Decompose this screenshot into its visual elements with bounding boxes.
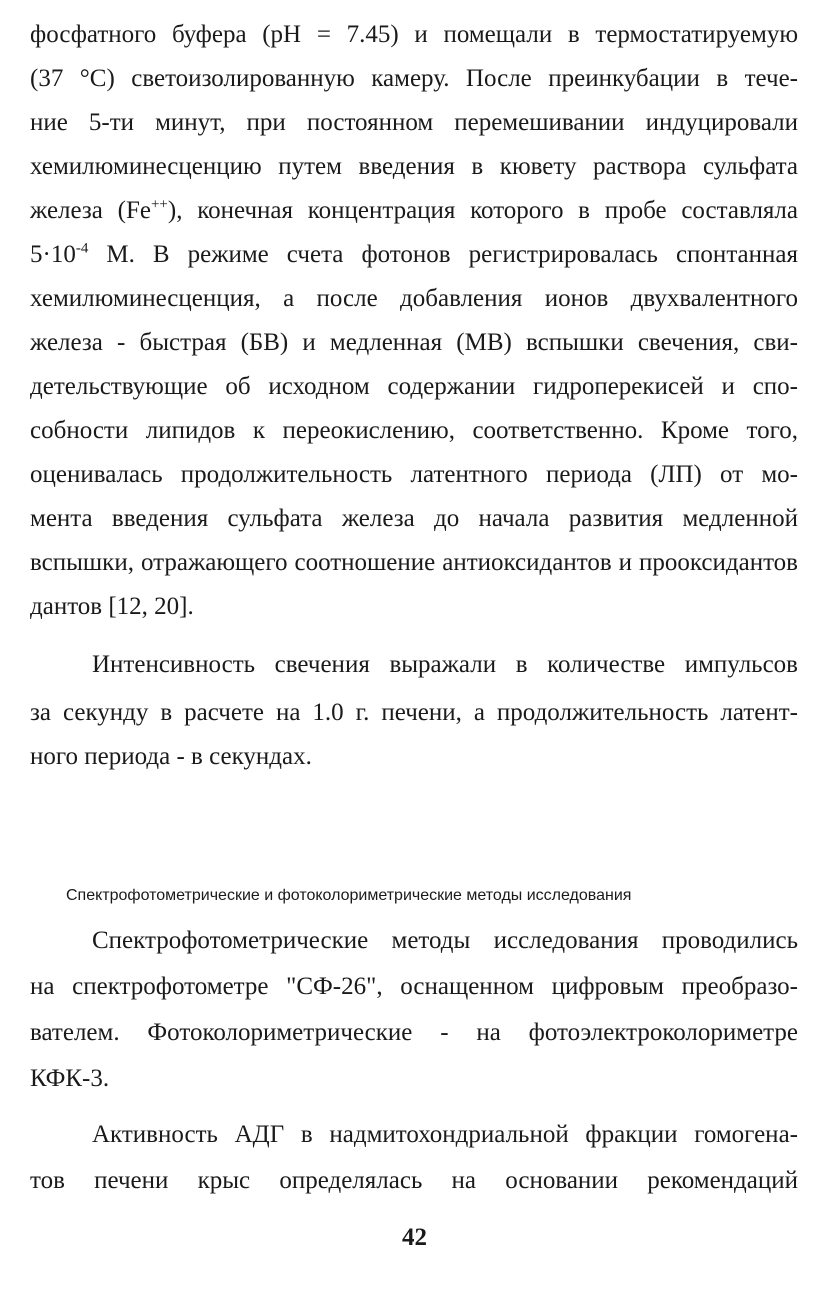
text-line: Интенсивность свечения выражали в количестве импульсов	[92, 651, 798, 678]
text-line	[30, 240, 798, 270]
text-line	[30, 196, 798, 226]
text-line: Спектрофотометрические методы исследования проводились	[92, 927, 798, 954]
text-line: детельствующие об исходном содержании гидроперекисей и спо-	[30, 373, 798, 400]
text-line: ние 5-ти минут, при постоянном перемешивании индуцировали	[30, 109, 798, 136]
text-line: дантов [12, 20].	[30, 593, 194, 620]
superscript: -4	[75, 240, 89, 257]
text-line: ного периода - в секундах.	[30, 743, 312, 770]
text-line: фосфатного буфера (рН = 7.45) и помещали в термостатируемую	[30, 21, 798, 48]
text-fragment: М. В режиме счета фотонов регистрировалась спонтанная	[88, 241, 798, 268]
text-line: за секунду в расчете на 1.0 г. печени, а продолжительность латент-	[30, 699, 798, 726]
text-fragment: 5·10	[30, 241, 76, 268]
text-line: Активность АДГ в надмитохондриальной фракции гомогена-	[92, 1121, 798, 1148]
page-number: 42	[402, 1224, 427, 1251]
text-line: на спектрофотометре "СФ-26", оснащенном цифровым преобразо-	[30, 973, 798, 1000]
text-line: КФК-3.	[30, 1065, 110, 1092]
text-line: хемилюминесценцию путем введения в кювету раствора сульфата	[30, 153, 798, 180]
text-line: железа - быстрая (БВ) и медленная (МВ) вспышки свечения, сви-	[30, 329, 798, 356]
text-line: собности липидов к переокислению, соответственно. Кроме того,	[30, 417, 798, 444]
text-fragment: ), конечная концентрация которого в пробе составляла	[167, 197, 799, 224]
section-heading: Спектрофотометрические и фотоколориметрические методы исследования	[66, 887, 632, 904]
text-line: (37 °С) светоизолированную камеру. После преинкубации в тече-	[30, 65, 798, 92]
text-line: вателем. Фотоколориметрические - на фотоэлектроколориметре	[30, 1019, 798, 1046]
text-line: тов печени крыс определялась на основании рекомендаций	[30, 1167, 798, 1194]
text-line: оценивалась продолжительность латентного периода (ЛП) от мо-	[30, 461, 798, 488]
text-line: вспышки, отражающего соотношение антиоксидантов и прооксидантов	[30, 549, 798, 576]
superscript: ++	[150, 196, 168, 213]
text-line: мента введения сульфата железа до начала развития медленной	[30, 505, 798, 532]
text-fragment: железа (Fe	[30, 197, 151, 224]
text-line: хемилюминесценция, а после добавления ионов двухвалентного	[30, 285, 798, 312]
